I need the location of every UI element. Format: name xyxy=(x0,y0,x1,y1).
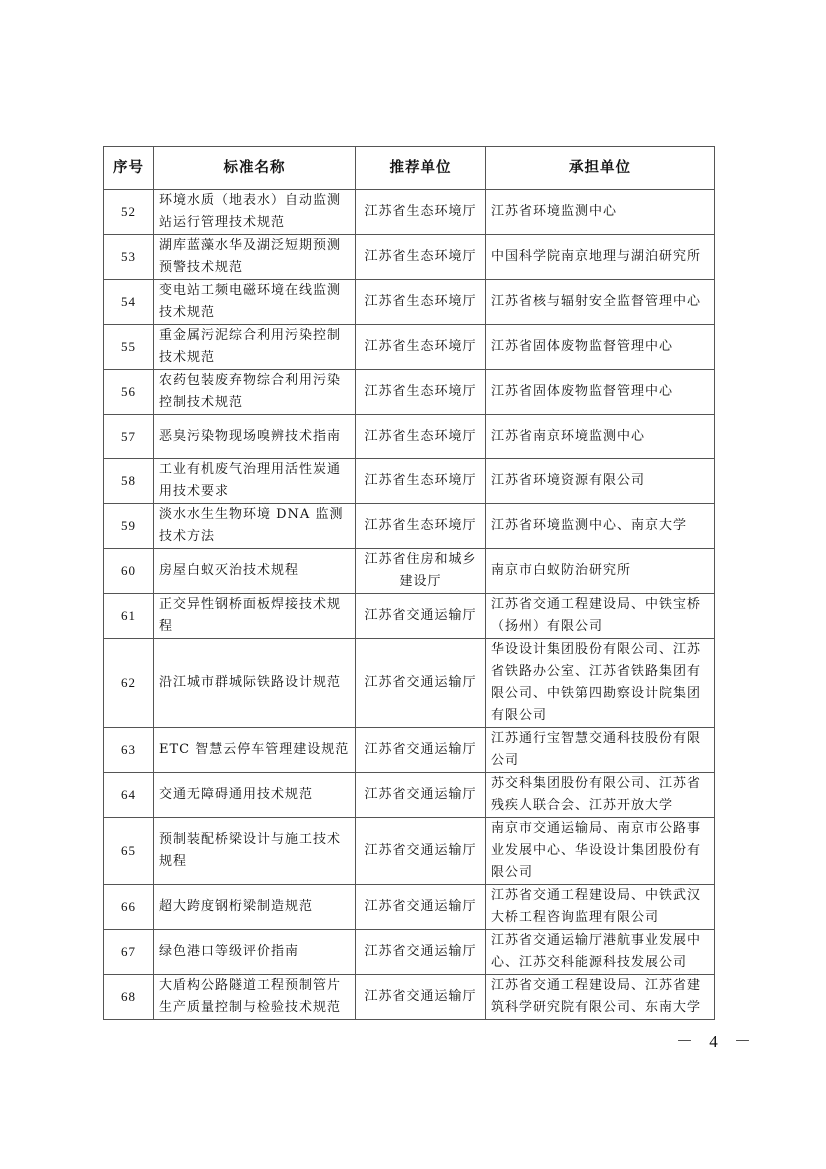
table-row xyxy=(104,190,715,235)
serial-no-cell: 59 xyxy=(104,504,154,549)
serial-no-cell: 67 xyxy=(104,930,154,975)
undertaking-unit-cell: 苏交科集团股份有限公司、江苏省残疾人联合会、江苏开放大学 xyxy=(486,773,715,818)
standard-name-cell: 沿江城市群城际铁路设计规范 xyxy=(154,639,356,728)
serial-no-cell: 60 xyxy=(104,549,154,594)
serial-no-cell: 53 xyxy=(104,235,154,280)
recommending-unit-cell: 江苏省交通运输厅 xyxy=(356,728,486,773)
table-row xyxy=(104,459,715,504)
serial-no-cell: 52 xyxy=(104,190,154,235)
table-row xyxy=(104,280,715,325)
standard-name-cell: ETC 智慧云停车管理建设规范 xyxy=(154,728,356,773)
undertaking-unit-cell: 华设设计集团股份有限公司、江苏省铁路办公室、江苏省铁路集团有限公司、中铁第四勘察设计院集团有限公司 xyxy=(486,639,715,728)
recommending-unit-cell: 江苏省交通运输厅 xyxy=(356,930,486,975)
recommending-unit-cell: 江苏省生态环境厅 xyxy=(356,459,486,504)
undertaking-unit-cell: 江苏省交通工程建设局、江苏省建筑科学研究院有限公司、东南大学 xyxy=(486,975,715,1020)
serial-no-cell: 61 xyxy=(104,594,154,639)
table-row xyxy=(104,639,715,728)
standard-name-cell: 预制装配桥梁设计与施工技术规程 xyxy=(154,818,356,885)
undertaking-unit-cell: 江苏省固体废物监督管理中心 xyxy=(486,325,715,370)
standard-name-cell: 湖库蓝藻水华及湖泛短期预测预警技术规范 xyxy=(154,235,356,280)
standard-name-cell: 环境水质（地表水）自动监测站运行管理技术规范 xyxy=(154,190,356,235)
standard-name-cell: 淡水水生生物环境 DNA 监测技术方法 xyxy=(154,504,356,549)
serial-no-cell: 68 xyxy=(104,975,154,1020)
table-row xyxy=(104,818,715,885)
standard-name-cell: 房屋白蚁灭治技术规程 xyxy=(154,549,356,594)
serial-no-cell: 58 xyxy=(104,459,154,504)
undertaking-unit-cell: 江苏省环境监测中心、南京大学 xyxy=(486,504,715,549)
recommending-unit-cell: 江苏省生态环境厅 xyxy=(356,370,486,415)
table-row xyxy=(104,975,715,1020)
recommending-unit-cell: 江苏省生态环境厅 xyxy=(356,235,486,280)
table-row xyxy=(104,549,715,594)
table-row xyxy=(104,773,715,818)
standard-name-cell: 重金属污泥综合利用污染控制技术规范 xyxy=(154,325,356,370)
undertaking-unit-cell: 南京市白蚁防治研究所 xyxy=(486,549,715,594)
undertaking-unit-cell: 江苏省南京环境监测中心 xyxy=(486,415,715,459)
undertaking-unit-cell: 江苏省交通工程建设局、中铁宝桥（扬州）有限公司 xyxy=(486,594,715,639)
header-recommending-unit: 推荐单位 xyxy=(356,147,486,190)
table-row xyxy=(104,930,715,975)
undertaking-unit-cell: 江苏省固体废物监督管理中心 xyxy=(486,370,715,415)
table-header-row xyxy=(104,147,715,190)
serial-no-cell: 65 xyxy=(104,818,154,885)
undertaking-unit-cell: 南京市交通运输局、南京市公路事业发展中心、华设设计集团股份有限公司 xyxy=(486,818,715,885)
undertaking-unit-cell: 江苏省环境监测中心 xyxy=(486,190,715,235)
standard-name-cell: 恶臭污染物现场嗅辨技术指南 xyxy=(154,415,356,459)
standard-name-cell: 变电站工频电磁环境在线监测技术规范 xyxy=(154,280,356,325)
serial-no-cell: 55 xyxy=(104,325,154,370)
recommending-unit-cell: 江苏省生态环境厅 xyxy=(356,190,486,235)
recommending-unit-cell: 江苏省交通运输厅 xyxy=(356,885,486,930)
standard-name-cell: 大盾构公路隧道工程预制管片生产质量控制与检验技术规范 xyxy=(154,975,356,1020)
table-row xyxy=(104,325,715,370)
standard-name-cell: 农药包装废弃物综合利用污染控制技术规范 xyxy=(154,370,356,415)
undertaking-unit-cell: 江苏省环境资源有限公司 xyxy=(486,459,715,504)
undertaking-unit-cell: 江苏省核与辐射安全监督管理中心 xyxy=(486,280,715,325)
table-row xyxy=(104,885,715,930)
recommending-unit-cell: 江苏省交通运输厅 xyxy=(356,773,486,818)
undertaking-unit-cell: 中国科学院南京地理与湖泊研究所 xyxy=(486,235,715,280)
table-row xyxy=(104,370,715,415)
recommending-unit-cell: 江苏省交通运输厅 xyxy=(356,639,486,728)
serial-no-cell: 56 xyxy=(104,370,154,415)
table-row xyxy=(104,415,715,459)
recommending-unit-cell: 江苏省生态环境厅 xyxy=(356,325,486,370)
table-row xyxy=(104,594,715,639)
standard-name-cell: 超大跨度钢桁梁制造规范 xyxy=(154,885,356,930)
standard-name-cell: 绿色港口等级评价指南 xyxy=(154,930,356,975)
header-undertaking-unit: 承担单位 xyxy=(486,147,715,190)
serial-no-cell: 66 xyxy=(104,885,154,930)
header-serial-no: 序号 xyxy=(104,147,154,190)
serial-no-cell: 57 xyxy=(104,415,154,459)
page-number: － 4 － xyxy=(676,1032,757,1051)
recommending-unit-cell: 江苏省生态环境厅 xyxy=(356,415,486,459)
table-row xyxy=(104,504,715,549)
recommending-unit-cell: 江苏省住房和城乡建设厅 xyxy=(356,549,486,594)
recommending-unit-cell: 江苏省交通运输厅 xyxy=(356,594,486,639)
table-row xyxy=(104,728,715,773)
recommending-unit-cell: 江苏省生态环境厅 xyxy=(356,504,486,549)
recommending-unit-cell: 江苏省交通运输厅 xyxy=(356,975,486,1020)
serial-no-cell: 62 xyxy=(104,639,154,728)
undertaking-unit-cell: 江苏省交通工程建设局、中铁武汉大桥工程咨询监理有限公司 xyxy=(486,885,715,930)
table-row xyxy=(104,235,715,280)
standard-name-cell: 工业有机废气治理用活性炭通用技术要求 xyxy=(154,459,356,504)
undertaking-unit-cell: 江苏省交通运输厅港航事业发展中心、江苏交科能源科技发展公司 xyxy=(486,930,715,975)
serial-no-cell: 63 xyxy=(104,728,154,773)
standards-table xyxy=(103,146,715,1020)
standard-name-cell: 交通无障碍通用技术规范 xyxy=(154,773,356,818)
undertaking-unit-cell: 江苏通行宝智慧交通科技股份有限公司 xyxy=(486,728,715,773)
recommending-unit-cell: 江苏省交通运输厅 xyxy=(356,818,486,885)
recommending-unit-cell: 江苏省生态环境厅 xyxy=(356,280,486,325)
serial-no-cell: 54 xyxy=(104,280,154,325)
serial-no-cell: 64 xyxy=(104,773,154,818)
header-standard-name: 标准名称 xyxy=(154,147,356,190)
standard-name-cell: 正交异性钢桥面板焊接技术规程 xyxy=(154,594,356,639)
